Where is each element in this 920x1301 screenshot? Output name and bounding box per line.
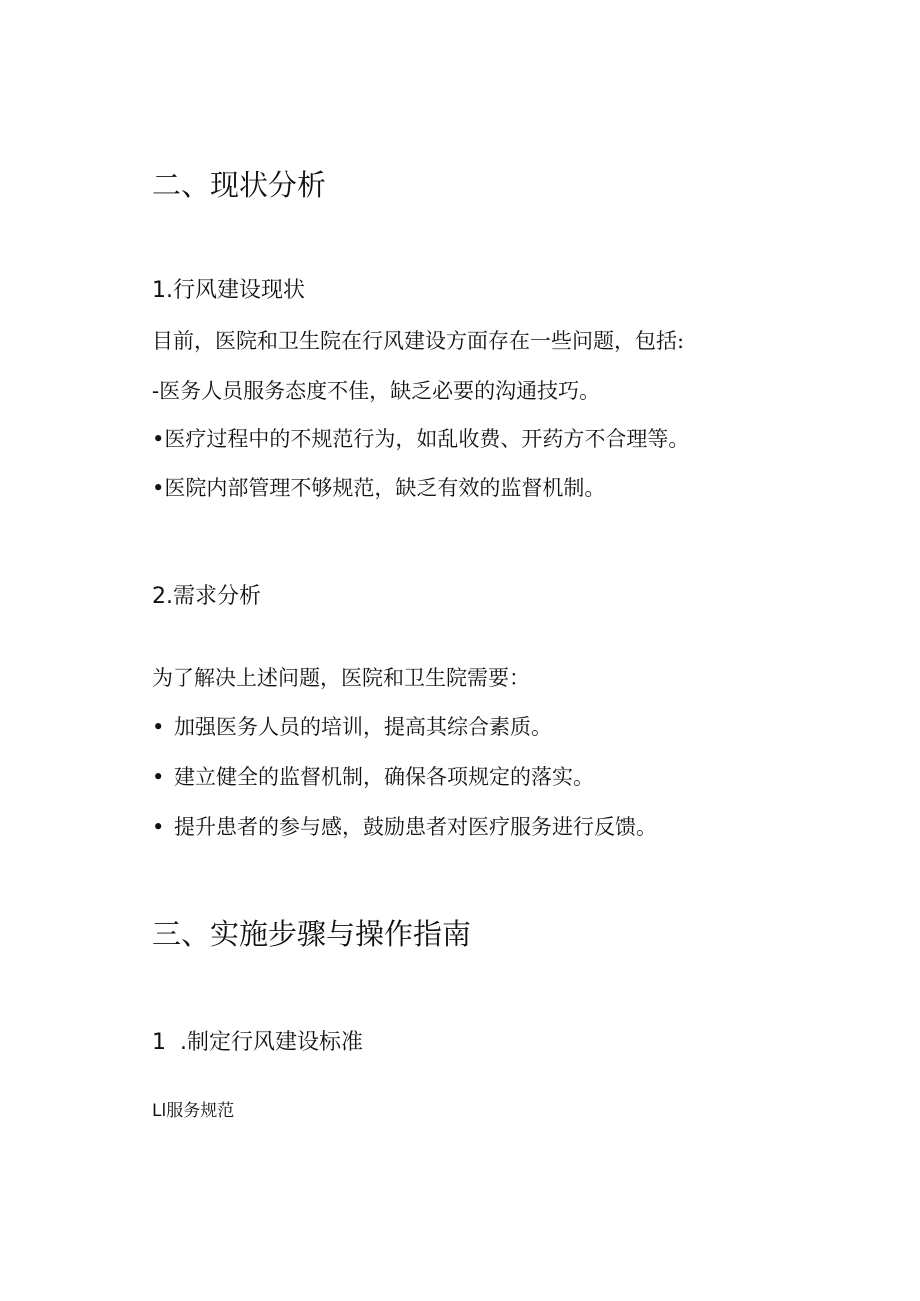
list-item-text: 医疗过程中的不规范行为，如乱收费、开药方不合理等。 (164, 427, 690, 451)
section-heading-status-analysis: 二、现状分析 (152, 168, 327, 202)
bullet-marker: • (152, 765, 165, 789)
list-item-text: 医务人员服务态度不佳，缺乏必要的沟通技巧。 (159, 379, 601, 403)
bullet-marker: • (152, 815, 165, 839)
section-heading-implementation: 三、实施步骤与操作指南 (152, 917, 472, 951)
list-item-text: 建立健全的监督机制，确保各项规定的落实。 (174, 765, 594, 789)
list-item (152, 812, 657, 842)
paragraph-needs-intro: 为了解决上述问题，医院和卫生院需要： (152, 666, 530, 690)
list-item (152, 712, 552, 742)
dash-marker: - (152, 379, 160, 403)
list-item (152, 376, 600, 406)
bullet-marker: • (152, 427, 165, 451)
subheading-standards: 1 .制定行风建设标准 (152, 1030, 363, 1055)
subheading-conduct-status: 1.行风建设现状 (152, 278, 305, 303)
paragraph-current-issues: 目前，医院和卫生院在行风建设方面存在一些问题，包括: (152, 329, 685, 353)
list-item-text: 提升患者的参与感，鼓励患者对医疗服务进行反馈。 (174, 815, 657, 839)
subheading-needs-analysis: 2.需求分析 (152, 584, 261, 609)
list-item (152, 762, 594, 792)
bullet-marker: • (152, 715, 165, 739)
list-item-text: 加强医务人员的培训，提高其综合素质。 (174, 715, 552, 739)
list-item (152, 473, 605, 503)
list-item (152, 424, 689, 454)
list-item-text: 医院内部管理不够规范，缺乏有效的监督机制。 (164, 476, 606, 500)
bullet-marker: • (152, 476, 165, 500)
subsubheading-service-norms: Ll服务规范 (152, 1101, 235, 1121)
